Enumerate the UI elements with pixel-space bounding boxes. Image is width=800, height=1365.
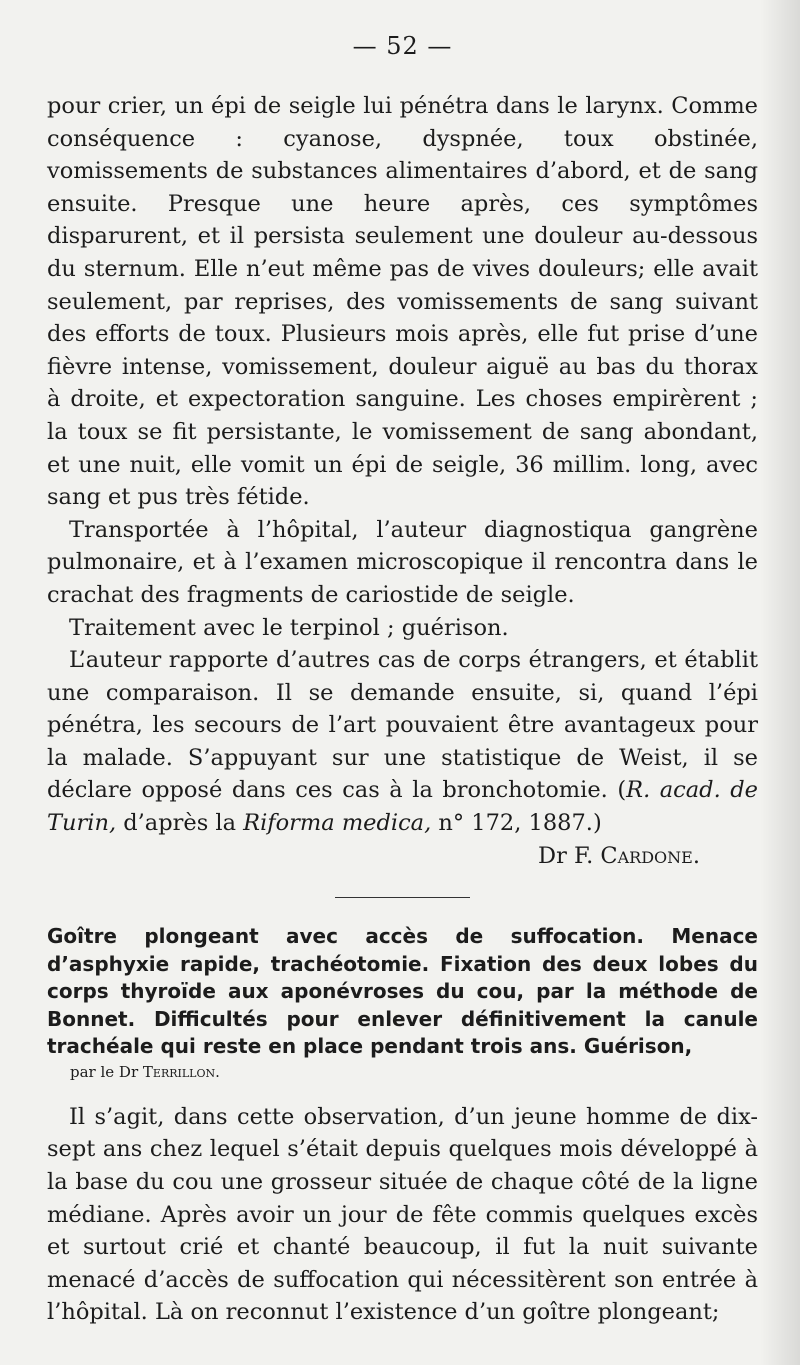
article-author	[70, 1061, 758, 1083]
signature	[47, 840, 758, 873]
conclusion-text: L’auteur rapporte d’autres cas de corps étrangers, et établit une comparaison. Il se demande ensuite, si, quand l’épi pénétra, les secours de l’art pouvaient être avantageux pour la malade. S’appuyant sur une statistique de Weist, il se déclare opposé dans ces cas à la bronchotomie. (	[47, 647, 758, 804]
paragraph-observation: Il s’agit, dans cette observation, d’un jeune homme de dix-sept ans chez lequel s’était depuis quelques mois développé à la base du cou une grosseur située de chaque côté de la ligne médiane. Après avoir un jour de fête commis quelques excès et surtout crié et chanté beaucoup, il fut la nuit suivante menacé d’accès de suffocation qui nécessitèrent son entrée à l’hôpital. Là on reconnut l’existence d’un goître plongeant;	[47, 1103, 758, 1326]
article-heading: Goître plongeant avec accès de suffocation. Menace d’asphyxie rapide, trachéotomie. Fixation des deux lobes du corps thyroïde aux aponévroses du cou, par la méthode de Bonnet. Difficultés pour enlever définitivement la canule trachéale qui reste en place pendant trois ans. Guérison,	[47, 924, 758, 1059]
author-prefix: par le Dr	[70, 1062, 139, 1081]
paragraph-case-history: pour crier, un épi de seigle lui pénétra dans le larynx. Comme conséquence : cyanose, dyspnée, toux obstinée, vomissements de substances alimentaires d’abord, et de sang ensuite. Presque une heure après, ces symptômes disparurent, et il persista seulement une douleur au-dessous du sternum. Elle n’eut même pas de vives douleurs; elle avait seulement, par reprises, des vomissements de sang suivant des efforts de toux. Plusieurs mois après, elle fut prise d’une fièvre intense, vomissement, douleur aiguë au bas du thorax à droite, et expectoration sanguine. Les choses empirèrent ; la toux se fit persistante, le vomissement de sang abondant, et une nuit, elle vomit un épi de seigle, 36 millim. long, avec sang et pus très fétide.	[47, 93, 758, 511]
page-edge-shadow	[760, 0, 800, 1365]
signature-name: F. Cardone.	[573, 842, 700, 869]
journal-issue: n° 172, 1887.)	[431, 810, 602, 837]
page-number: — 52 —	[352, 32, 453, 60]
paragraph-hospital-diagnosis: Transportée à l’hôpital, l’auteur diagnostiqua gangrène pulmonaire, et à l’examen microscopique il rencontra dans le crachat des fragments de cariostide de seigle.	[47, 516, 758, 608]
author-name: Terrillon.	[142, 1062, 220, 1081]
source-connector: d’après la	[116, 810, 244, 837]
paragraph-author-conclusion	[47, 644, 758, 840]
section-divider	[335, 897, 470, 898]
journal-name: Riforma medica,	[243, 810, 432, 837]
paragraph-treatment: Traitement avec le terpinol ; guérison.	[69, 614, 509, 641]
signature-title: Dr	[538, 842, 567, 869]
source-reference: R. acad. de Turin,	[47, 777, 758, 837]
